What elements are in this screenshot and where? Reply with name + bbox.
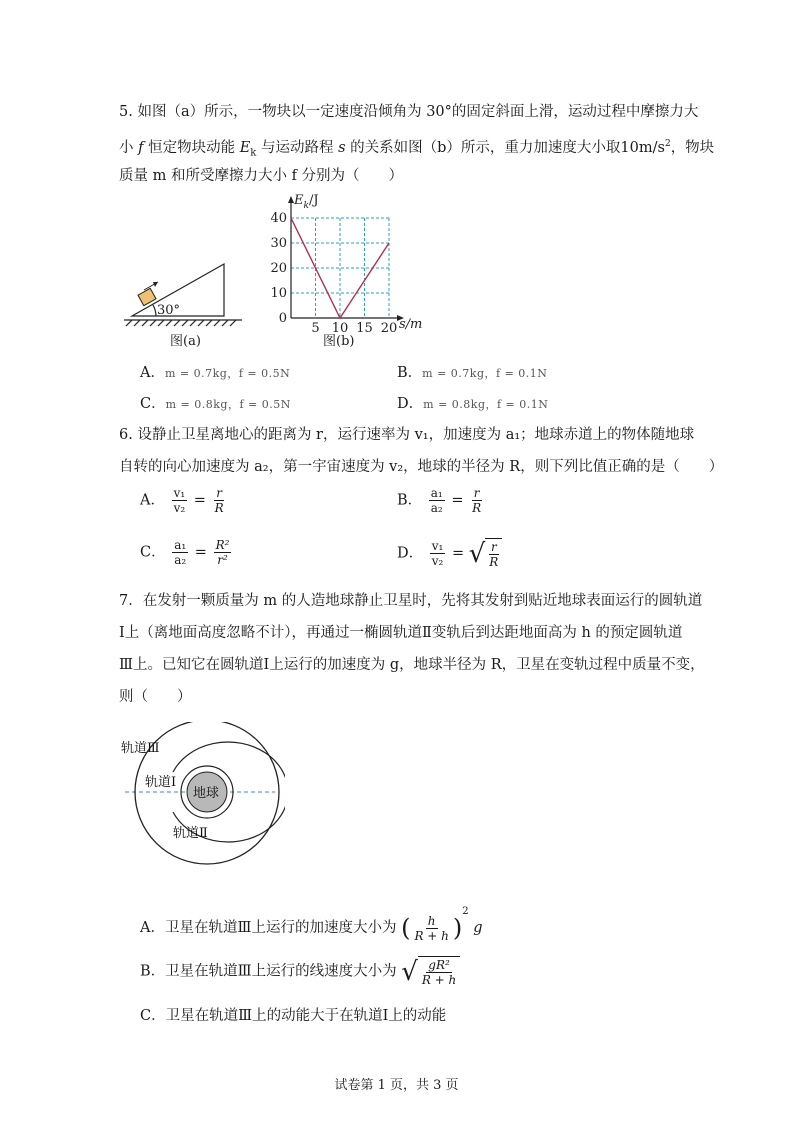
option-label: C． bbox=[140, 396, 166, 412]
q6-line2: 自转的向心加速度为 a₂，第一宇宙速度为 v₂，地球的半径为 R，则下列比值正确的是（ ） bbox=[119, 459, 724, 475]
radical-sign-icon: √ bbox=[468, 538, 486, 569]
q5-option-a[interactable] bbox=[140, 363, 290, 384]
q6-option-c[interactable] bbox=[140, 538, 233, 567]
q5-line3: 质量 m 和所受摩擦力大小 f 分别为（ ） bbox=[119, 168, 404, 184]
option-label: A． bbox=[140, 365, 165, 381]
y-tick-label: 20 bbox=[270, 261, 287, 276]
option-label: C． bbox=[140, 544, 166, 561]
q5-text: 小 bbox=[119, 139, 139, 156]
fraction bbox=[429, 486, 445, 515]
x-axis-label: s/m bbox=[399, 317, 423, 332]
numerator: r bbox=[473, 486, 480, 500]
g-symbol: g bbox=[473, 920, 483, 936]
earth-label: 地球 bbox=[193, 786, 220, 801]
denominator: v₂ bbox=[431, 554, 444, 568]
q7-option-b[interactable] bbox=[140, 956, 460, 987]
q6-option-a[interactable] bbox=[140, 486, 228, 515]
denominator: R bbox=[489, 555, 499, 569]
y-tick-label: 30 bbox=[270, 236, 287, 251]
option-label: B． bbox=[397, 492, 423, 509]
incline-angle-label: 30° bbox=[157, 303, 181, 318]
orbit-1-label: 轨道Ⅰ bbox=[145, 775, 177, 790]
fig-b-caption: 图(b) bbox=[323, 334, 355, 349]
equals: = bbox=[451, 545, 465, 562]
option-text: m = 0.7kg，f = 0.5N bbox=[164, 367, 291, 380]
y-axis-label bbox=[293, 193, 319, 211]
q5-line1: 5. 如图（a）所示，一物块以一定速度沿倾角为 30°的固定斜面上滑，运动过程中摩擦力大 bbox=[119, 104, 699, 120]
numerator: v₁ bbox=[173, 486, 186, 500]
x-tick-label: 15 bbox=[356, 321, 373, 336]
q5-text: 恒定物块动能 bbox=[143, 139, 240, 156]
orbit-2-label: 轨道Ⅱ bbox=[173, 826, 208, 841]
y-tick-label: 40 bbox=[270, 211, 287, 226]
y-tick-label: 0 bbox=[278, 311, 287, 326]
y-axis-label-unit: /J bbox=[308, 193, 319, 208]
numerator: a₁ bbox=[174, 538, 187, 552]
q5-text: ，物块 bbox=[670, 139, 715, 156]
q5-option-b[interactable] bbox=[397, 363, 547, 384]
numerator: v₁ bbox=[431, 539, 444, 553]
option-label: D． bbox=[397, 545, 424, 562]
angle-arc bbox=[153, 305, 156, 316]
option-label: D． bbox=[397, 396, 424, 412]
numerator: r bbox=[490, 540, 497, 554]
q6-option-b[interactable] bbox=[397, 486, 485, 515]
q5-text: 与运动路程 bbox=[256, 139, 339, 156]
numerator: a₁ bbox=[430, 486, 443, 500]
fraction bbox=[470, 486, 483, 515]
fraction bbox=[214, 538, 232, 567]
ground-hatching bbox=[126, 320, 236, 326]
q7-line3: Ⅲ上。已知它在圆轨道Ⅰ上运行的加速度为 g，地球半径为 R，卫星在变轨过程中质量不变， bbox=[119, 657, 705, 673]
denominator: R bbox=[472, 501, 482, 515]
option-text: A．卫星在轨道Ⅲ上运行的加速度大小为 bbox=[140, 920, 397, 936]
q6-option-d[interactable] bbox=[397, 538, 502, 569]
equals: = bbox=[193, 492, 206, 509]
q7-line1: 7．在发射一颗质量为 m 的人造地球静止卫星时，先将其发射到贴近地球表面运行的圆轨道 bbox=[119, 593, 703, 609]
q5-ek-sub: k bbox=[250, 147, 257, 159]
numerator: gR² bbox=[428, 958, 450, 972]
right-paren: ) bbox=[452, 914, 463, 942]
q5-ek-symbol: E bbox=[239, 139, 251, 156]
left-paren: ( bbox=[401, 914, 411, 942]
x-tick-label: 10 bbox=[331, 321, 349, 336]
denominator: r² bbox=[217, 553, 228, 567]
block bbox=[138, 288, 156, 305]
fraction bbox=[172, 486, 188, 515]
q5-option-c[interactable] bbox=[140, 394, 291, 415]
denominator: R + h bbox=[421, 973, 457, 987]
q5-g-value: 10m/s bbox=[620, 139, 665, 156]
denominator: R bbox=[214, 501, 224, 515]
numerator: h bbox=[427, 913, 436, 928]
fraction bbox=[420, 958, 458, 987]
fraction bbox=[412, 914, 450, 943]
fig-a-caption: 图(a) bbox=[170, 334, 201, 349]
option-text: m = 0.8kg，f = 0.5N bbox=[165, 398, 291, 411]
q5-line2 bbox=[119, 134, 714, 164]
q5-g-exp: 2 bbox=[664, 139, 671, 149]
square-root bbox=[469, 538, 503, 569]
y-tick-labels bbox=[270, 211, 287, 326]
numerator: R² bbox=[215, 538, 230, 552]
q5-text: 的关系如图（b）所示，重力加速度大小取 bbox=[345, 139, 621, 156]
exponent: 2 bbox=[462, 906, 469, 917]
radical-sign-icon: √ bbox=[401, 956, 418, 987]
option-text: m = 0.8kg，f = 0.1N bbox=[423, 398, 549, 411]
option-label: B． bbox=[397, 365, 423, 381]
y-axis-label-sub: k bbox=[303, 201, 309, 211]
denominator: R + h bbox=[414, 928, 449, 943]
denominator: v₂ bbox=[173, 501, 186, 515]
equals: = bbox=[194, 544, 207, 561]
q7-option-a[interactable] bbox=[140, 902, 483, 943]
x-tick-label: 20 bbox=[380, 321, 398, 336]
fraction bbox=[430, 539, 446, 568]
option-label: A． bbox=[140, 492, 165, 509]
q5-s-symbol: s bbox=[338, 139, 346, 156]
option-text: B．卫星在轨道Ⅲ上运行的线速度大小为 bbox=[140, 963, 397, 980]
fraction bbox=[172, 538, 188, 567]
q5-option-d[interactable] bbox=[397, 394, 548, 415]
orbit-diagram bbox=[115, 722, 285, 872]
fraction bbox=[487, 540, 500, 569]
q5-f-symbol: f bbox=[138, 139, 144, 156]
option-text: C．卫星在轨道Ⅲ上的动能大于在轨道Ⅰ上的动能 bbox=[140, 1008, 447, 1024]
chart-grid bbox=[291, 218, 389, 318]
fraction bbox=[213, 486, 226, 515]
ek-s-chart bbox=[268, 190, 428, 340]
y-axis-label-main: E bbox=[294, 193, 304, 208]
q7-line4: 则（ ） bbox=[119, 689, 192, 705]
denominator: a₂ bbox=[430, 501, 443, 515]
q7-line2: Ⅰ上（离地面高度忽略不计），再通过一椭圆轨道Ⅱ变轨后到达距地面高为 h 的预定圆轨道 bbox=[119, 625, 683, 641]
denominator: a₂ bbox=[174, 553, 187, 567]
q7-option-c[interactable] bbox=[140, 1006, 446, 1026]
numerator: r bbox=[216, 486, 222, 500]
orbit-3-label: 轨道Ⅲ bbox=[121, 741, 160, 756]
square-root bbox=[401, 956, 460, 987]
page-footer: 试卷第 1 页，共 3 页 bbox=[334, 1078, 459, 1093]
y-tick-label: 10 bbox=[270, 286, 287, 301]
option-text: m = 0.7kg，f = 0.1N bbox=[422, 367, 548, 380]
x-tick-label: 5 bbox=[311, 321, 320, 336]
q6-line1: 6. 设静止卫星离地心的距离为 r，运行速率为 v₁，加速度为 a₁；地球赤道上的物体随地球 bbox=[119, 427, 695, 443]
equals: = bbox=[451, 492, 464, 509]
